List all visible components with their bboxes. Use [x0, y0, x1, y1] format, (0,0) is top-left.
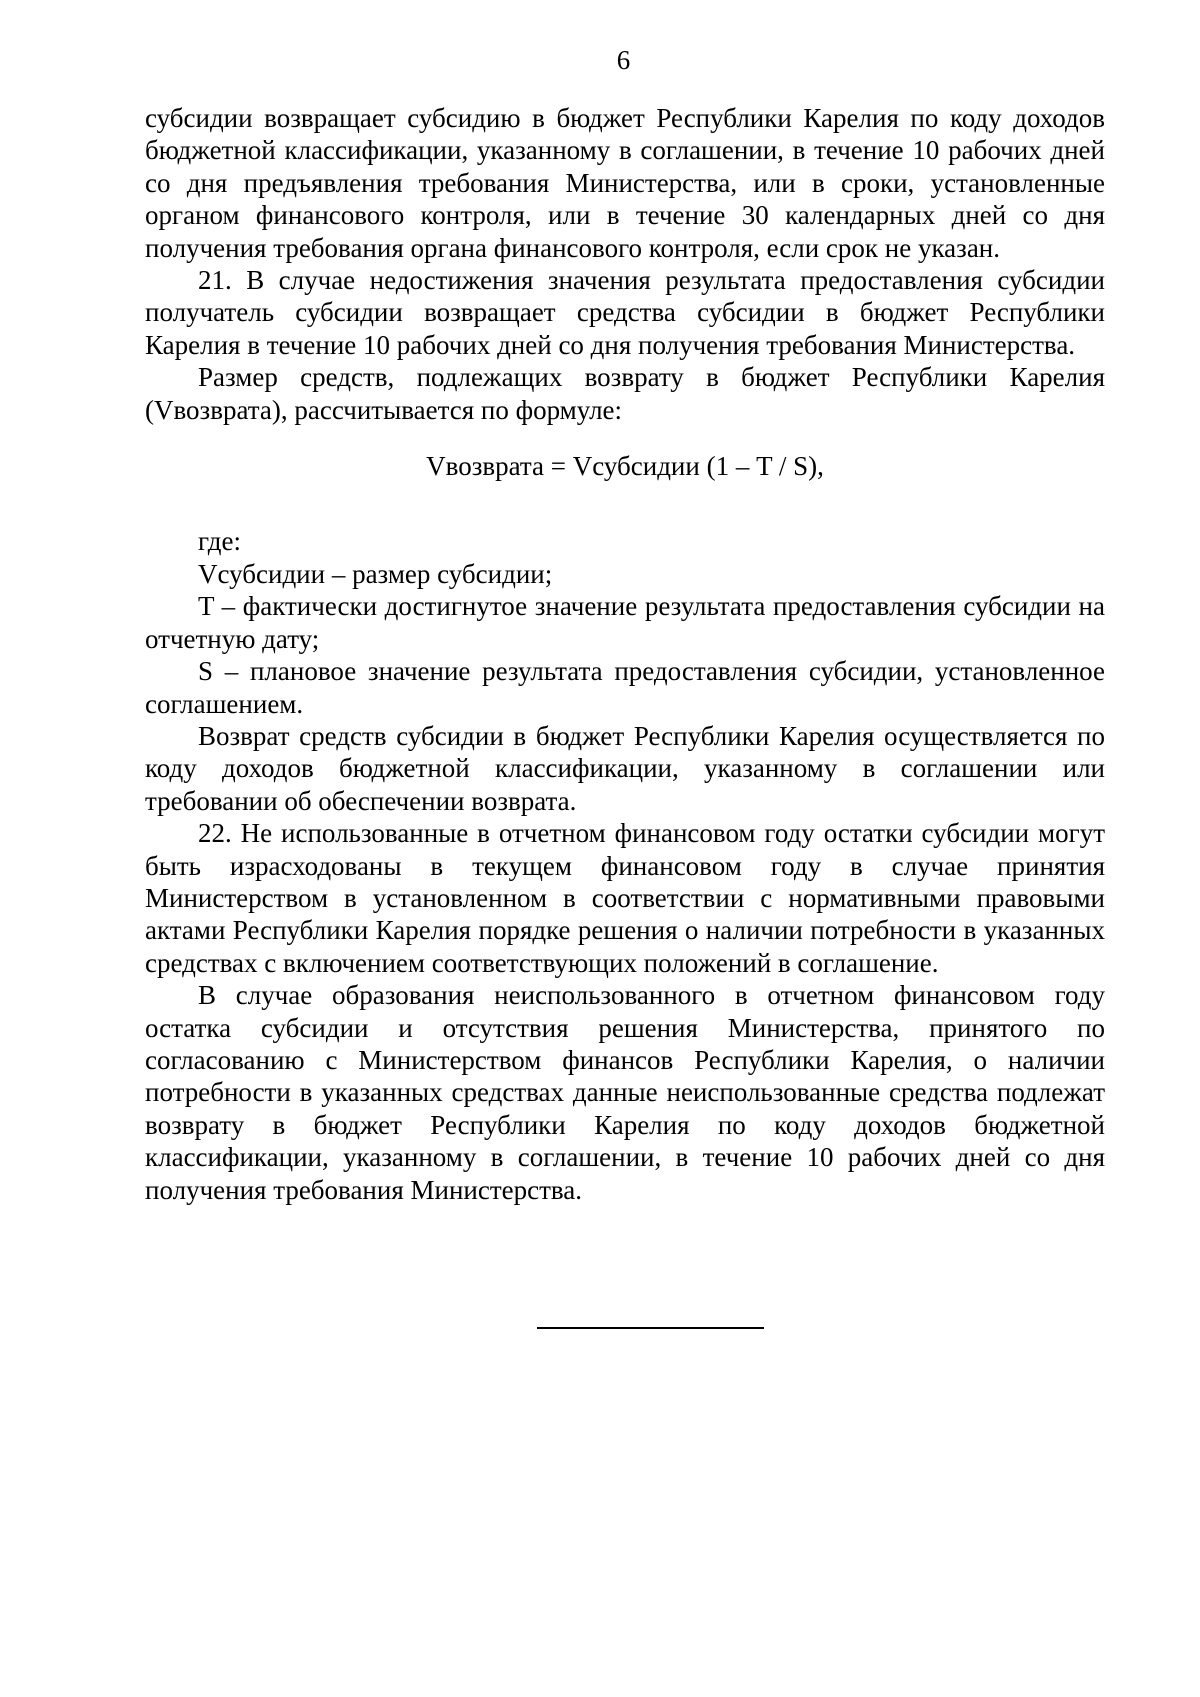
- refund-formula: Vвозврата = Vсубсидии (1 – T / S),: [426, 451, 824, 482]
- paragraph-clause-22: 22. Не использованные в отчетном финансовом году остатки субсидии могут быть израсходованы в текущем финансовом году в случае принятия Министерством в установленном в соответствии с нормативными правовыми актами Республики Карелия порядке решения о наличии потребности в указанных средствах с включением соответствующих положений в соглашение.: [145, 818, 1105, 978]
- paragraph-continuation: субсидии возвращает субсидию в бюджет Республики Карелия по коду доходов бюджетной классификации, указанному в соглашении, в течение 10 рабочих дней со дня предъявления требования Министерства, или в сроки, установленные органом финансового контроля, или в течение 30 календарных дней со дня получения требования органа финансового контроля, если срок не указан.: [145, 103, 1105, 263]
- definition-s: S – плановое значение результата предоставления субсидии, установленное соглашением.: [145, 656, 1105, 719]
- paragraph-refund-procedure: Возврат средств субсидии в бюджет Республики Карелия осуществляется по коду доходов бюджетной классификации, указанному в соглашении или требовании об обеспечении возврата.: [145, 720, 1105, 816]
- definitions-intro: где:: [198, 526, 241, 557]
- paragraph-unused-balance: В случае образования неиспользованного в отчетном финансовом году остатка субсидии и отсутствия решения Министерства, принятого по согласованию с Министерством финансов Республики Карелия, о наличии потребности в указанных средствах данные неиспользованные средства подлежат возврату в бюджет Республики Карелия по коду доходов бюджетной классификации, указанному в соглашении, в течение 10 рабочих дней со дня получения требования Министерства.: [145, 980, 1105, 1205]
- document-body: [145, 102, 1105, 1206]
- definition-t: T – фактически достигнутое значение результата предоставления субсидии на отчетную дату;: [145, 591, 1105, 654]
- end-of-text-rule: [537, 1327, 764, 1329]
- paragraph-clause-21: 21. В случае недостижения значения результата предоставления субсидии получатель субсидии возвращает средства субсидии в бюджет Республики Карелия в течение 10 рабочих дней со дня получения требования Министерства.: [145, 265, 1105, 360]
- page-number: 6: [616, 45, 631, 75]
- paragraph-refund-amount: Размер средств, подлежащих возврату в бюджет Республики Карелия (Vвозврата), рассчитывается по формуле:: [145, 362, 1105, 425]
- definition-v-subsidy: Vсубсидии – размер субсидии;: [198, 558, 553, 589]
